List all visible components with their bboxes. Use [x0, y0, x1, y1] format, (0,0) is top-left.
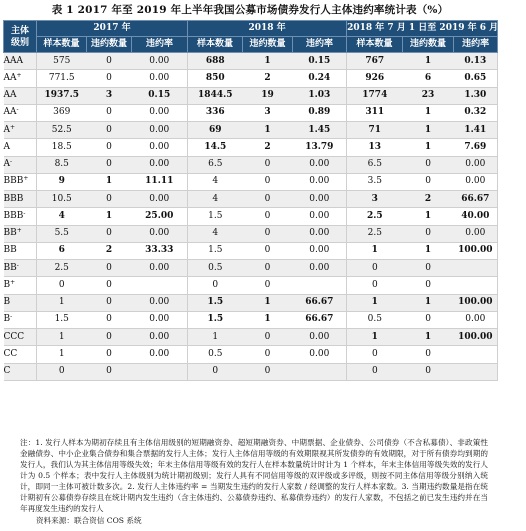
cell-default-count: 23	[403, 87, 454, 104]
table-row	[4, 122, 498, 139]
cell-default-count: 1	[403, 242, 454, 259]
cell-sample-count: 1	[37, 294, 87, 311]
cell-sample-count: 18.5	[37, 139, 87, 156]
cell-default-count: 0	[87, 122, 132, 139]
cell-default-count: 19	[243, 87, 293, 104]
period-header-2018h2-2019h1: 2018 年 7 月 1 日至 2019 年 6 月 30 日	[347, 21, 498, 37]
cell-sample-count: 0	[37, 277, 87, 294]
cell-default-count: 1	[403, 139, 454, 156]
cell-sample-count: 6	[37, 242, 87, 259]
period-header-2018: 2018 年	[188, 21, 347, 37]
cell-sample-count: 52.5	[37, 122, 87, 139]
cell-sample-count: 926	[347, 70, 403, 87]
cell-default-rate: 0.00	[293, 173, 347, 190]
cell-default-rate: 0.00	[293, 329, 347, 346]
rating-modifier: +	[23, 175, 29, 183]
cell-default-count: 0	[243, 277, 293, 294]
cell-default-count: 1	[403, 208, 454, 225]
cell-default-rate: 0.00	[132, 294, 188, 311]
cell-sample-count: 2.5	[347, 225, 403, 242]
cell-default-count: 1	[403, 53, 454, 70]
col-default-count: 违约数量	[403, 37, 454, 53]
cell-default-rate: 0.00	[132, 311, 188, 328]
rating-cell	[4, 329, 37, 346]
cell-default-rate: 0.00	[132, 104, 188, 121]
cell-default-count: 0	[87, 191, 132, 208]
cell-default-count: 2	[87, 242, 132, 259]
stub-line-2: 级别	[10, 37, 29, 48]
rating-cell	[4, 191, 37, 208]
cell-sample-count: 1	[347, 294, 403, 311]
default-rate-table	[3, 20, 526, 381]
cell-sample-count: 8.5	[37, 156, 87, 173]
cell-sample-count: 1937.5	[37, 87, 87, 104]
cell-sample-count: 0.5	[188, 260, 243, 277]
rating-label: BBB	[3, 176, 24, 187]
cell-default-count: 1	[403, 329, 454, 346]
cell-default-rate: 11.11	[132, 173, 188, 190]
table-row	[4, 191, 498, 208]
rating-cell	[4, 363, 37, 380]
cell-default-rate: 0.00	[293, 156, 347, 173]
cell-sample-count: 0	[188, 363, 243, 380]
rating-cell	[4, 53, 37, 70]
rating-cell	[4, 70, 37, 87]
rating-label: B	[3, 279, 11, 290]
rating-label: CCC	[3, 331, 25, 342]
rating-label: A	[3, 141, 10, 152]
cell-default-rate: 0.00	[132, 260, 188, 277]
rating-cell	[4, 156, 37, 173]
cell-sample-count: 1.5	[37, 311, 87, 328]
table-row	[4, 363, 498, 380]
cell-sample-count: 767	[347, 53, 403, 70]
cell-sample-count: 3	[347, 191, 403, 208]
cell-default-rate: 66.67	[293, 294, 347, 311]
cell-default-rate: 1.45	[293, 122, 347, 139]
cell-default-rate: 0.00	[132, 156, 188, 173]
cell-default-count: 0	[403, 173, 454, 190]
cell-default-count: 1	[87, 208, 132, 225]
cell-default-rate: 0.15	[132, 87, 188, 104]
cell-sample-count: 1	[37, 346, 87, 363]
cell-default-rate: 0.65	[454, 70, 498, 87]
cell-default-rate: 66.67	[293, 311, 347, 328]
cell-default-count: 0	[403, 311, 454, 328]
cell-default-count: 1	[403, 122, 454, 139]
cell-sample-count: 3.5	[347, 173, 403, 190]
cell-default-rate: 0.00	[454, 156, 498, 173]
cell-sample-count: 69	[188, 122, 243, 139]
cell-default-count: 2	[403, 191, 454, 208]
data-source: 资料来源：联合资信 COS 系统	[36, 516, 142, 525]
cell-default-count: 0	[87, 346, 132, 363]
rating-label: A	[3, 159, 10, 170]
cell-sample-count: 5.5	[37, 225, 87, 242]
cell-default-count: 0	[87, 139, 132, 156]
cell-sample-count: 771.5	[37, 70, 87, 87]
rating-modifier: -	[10, 158, 13, 166]
cell-default-count: 0	[243, 208, 293, 225]
cell-default-rate: 100.00	[454, 242, 498, 259]
notes-text: 注：1. 发行人样本为期初存续且有主体信用级别的短期融资券、超短期融资券、中期票据、企业债券、公司债券（不含私募债）、非政策性金融债券、中小企业集合债券和集合票据的发行人主体；发行人主体信用等级的有效期限视其所发债券的有效期限，对于所有债券均到期的发行人，我们认为其主体信用等级失效；年末主体信用等级有效的发行人在样本数量统计时计为 1 个样本，年末主体信用等级失效的发行人计为 0.5 个样本；表中发行人主体级别为统计期初级别；发行人具有不同信用等级的双评级或多评级，则按不同主体信用等级分别纳入统计，即同一主体可被计数多次。2. 发行人主体违约率 = 当期发生违约的发行人家数 / 经调整的发行人样本家数。3. 当期违约数量是指在统计期初有公募债券存续且在统计期内发生违约（含主体违约、公募债券违约、私募债券违约）的发行人家数，不包括之前已发生违约并在当年再度发生违约的发行人	[20, 438, 488, 513]
table-row	[4, 277, 498, 294]
cell-default-rate: 0.00	[293, 260, 347, 277]
cell-default-count: 2	[243, 139, 293, 156]
cell-default-count: 0	[243, 173, 293, 190]
table-row	[4, 53, 498, 70]
cell-default-rate: 0.32	[454, 104, 498, 121]
table-row	[4, 87, 498, 104]
cell-default-count: 0	[87, 277, 132, 294]
rating-cell	[4, 173, 37, 190]
cell-default-rate	[454, 346, 498, 363]
cell-default-rate: 7.69	[454, 139, 498, 156]
cell-default-count: 6	[403, 70, 454, 87]
table-row	[4, 242, 498, 259]
rating-modifier: +	[16, 227, 22, 235]
table-body	[4, 53, 498, 381]
cell-sample-count: 1	[37, 329, 87, 346]
cell-default-rate: 0.00	[132, 122, 188, 139]
cell-sample-count: 0.5	[188, 346, 243, 363]
rating-label: A	[3, 124, 10, 135]
rating-cell	[4, 87, 37, 104]
table-row	[4, 225, 498, 242]
cell-default-count: 0	[87, 225, 132, 242]
col-default-rate: 违约率	[132, 37, 188, 53]
cell-sample-count: 688	[188, 53, 243, 70]
rating-label: AA	[3, 72, 17, 83]
rating-modifier: +	[10, 123, 16, 131]
cell-default-rate	[293, 363, 347, 380]
cell-default-rate	[454, 260, 498, 277]
rating-cell	[4, 346, 37, 363]
rating-label: BB	[3, 245, 17, 256]
cell-default-rate: 0.00	[132, 191, 188, 208]
rating-cell	[4, 311, 37, 328]
cell-sample-count: 2.5	[37, 260, 87, 277]
cell-default-rate: 0.00	[132, 53, 188, 70]
cell-sample-count: 71	[347, 122, 403, 139]
cell-sample-count: 0	[188, 277, 243, 294]
cell-default-rate: 0.00	[293, 191, 347, 208]
cell-sample-count: 1774	[347, 87, 403, 104]
table-row	[4, 173, 498, 190]
cell-sample-count: 6.5	[188, 156, 243, 173]
table-row	[4, 346, 498, 363]
cell-default-count: 0	[243, 191, 293, 208]
cell-default-rate	[293, 277, 347, 294]
cell-sample-count: 0	[347, 363, 403, 380]
cell-default-rate: 40.00	[454, 208, 498, 225]
rating-cell	[4, 122, 37, 139]
table-row	[4, 156, 498, 173]
cell-default-count: 1	[87, 173, 132, 190]
table-row	[4, 260, 498, 277]
cell-default-count: 1	[243, 311, 293, 328]
rating-label: BB	[3, 228, 17, 239]
cell-sample-count: 1	[347, 329, 403, 346]
cell-sample-count: 14.5	[188, 139, 243, 156]
cell-sample-count: 0	[347, 346, 403, 363]
cell-default-rate: 0.15	[293, 53, 347, 70]
cell-default-count: 1	[403, 294, 454, 311]
cell-sample-count: 1.5	[188, 294, 243, 311]
cell-default-rate	[132, 277, 188, 294]
cell-default-rate: 33.33	[132, 242, 188, 259]
col-default-count: 违约数量	[87, 37, 132, 53]
cell-sample-count: 13	[347, 139, 403, 156]
cell-default-rate: 0.24	[293, 70, 347, 87]
cell-sample-count: 4	[188, 191, 243, 208]
cell-default-count: 0	[243, 242, 293, 259]
cell-default-count: 0	[403, 363, 454, 380]
cell-default-rate: 0.00	[132, 70, 188, 87]
table-row	[4, 294, 498, 311]
cell-default-rate: 25.00	[132, 208, 188, 225]
rating-cell	[4, 208, 37, 225]
cell-default-rate	[454, 277, 498, 294]
cell-default-rate: 0.00	[454, 311, 498, 328]
col-sample-count: 样本数量	[188, 37, 243, 53]
cell-sample-count: 1.5	[188, 242, 243, 259]
cell-default-count: 1	[243, 294, 293, 311]
cell-default-count: 0	[87, 260, 132, 277]
cell-default-rate: 1.41	[454, 122, 498, 139]
col-default-rate: 违约率	[454, 37, 498, 53]
col-default-rate: 违约率	[293, 37, 347, 53]
table-row	[4, 139, 498, 156]
rating-modifier: +	[10, 278, 16, 286]
cell-default-count: 0	[87, 329, 132, 346]
col-sample-count: 样本数量	[37, 37, 87, 53]
cell-default-rate: 66.67	[454, 191, 498, 208]
cell-default-count: 0	[403, 346, 454, 363]
cell-default-count: 1	[403, 104, 454, 121]
cell-default-rate: 0.00	[132, 346, 188, 363]
cell-default-count: 0	[403, 225, 454, 242]
cell-default-count: 0	[87, 311, 132, 328]
cell-default-rate: 0.13	[454, 53, 498, 70]
rating-modifier: -	[16, 261, 19, 269]
cell-sample-count: 1	[347, 242, 403, 259]
cell-sample-count: 4	[188, 173, 243, 190]
cell-default-rate: 13.79	[293, 139, 347, 156]
cell-default-count: 0	[243, 329, 293, 346]
rating-modifier: +	[16, 71, 22, 79]
table-notes	[20, 437, 488, 514]
rating-modifier: -	[23, 209, 26, 217]
rating-cell	[4, 242, 37, 259]
rating-label: B	[3, 297, 11, 308]
rating-cell	[4, 139, 37, 156]
cell-sample-count: 10.5	[37, 191, 87, 208]
cell-sample-count: 2.5	[347, 208, 403, 225]
cell-default-rate: 0.00	[132, 139, 188, 156]
rating-stub-header	[4, 21, 37, 53]
cell-sample-count: 9	[37, 173, 87, 190]
cell-sample-count: 336	[188, 104, 243, 121]
cell-default-count: 0	[87, 70, 132, 87]
rating-cell	[4, 104, 37, 121]
cell-default-rate: 0.89	[293, 104, 347, 121]
cell-default-count: 0	[243, 156, 293, 173]
rating-cell	[4, 225, 37, 242]
table-row	[4, 70, 498, 87]
cell-default-rate: 0.00	[293, 208, 347, 225]
rating-label: AAA	[3, 55, 23, 66]
rating-label: BBB	[3, 193, 24, 204]
cell-default-count: 0	[403, 156, 454, 173]
cell-default-count: 0	[243, 225, 293, 242]
cell-default-rate: 100.00	[454, 294, 498, 311]
cell-default-count: 0	[87, 294, 132, 311]
rating-modifier: -	[10, 313, 13, 321]
cell-default-count: 0	[243, 260, 293, 277]
cell-sample-count: 0	[347, 277, 403, 294]
cell-default-rate	[132, 363, 188, 380]
rating-cell	[4, 294, 37, 311]
cell-default-count: 0	[87, 156, 132, 173]
col-default-count: 违约数量	[243, 37, 293, 53]
cell-default-count: 2	[243, 70, 293, 87]
cell-default-count: 3	[243, 104, 293, 121]
cell-default-rate: 0.00	[132, 329, 188, 346]
table-title: 表 1 2017 年至 2019 年上半年我国公募市场债券发行人主体违约率统计表（%）	[51, 4, 449, 16]
cell-default-rate: 0.00	[293, 225, 347, 242]
cell-sample-count: 1	[188, 329, 243, 346]
cell-sample-count: 850	[188, 70, 243, 87]
cell-default-rate: 1.03	[293, 87, 347, 104]
cell-default-count: 0	[87, 363, 132, 380]
cell-default-count: 0	[403, 260, 454, 277]
rating-cell	[4, 277, 37, 294]
rating-label: CC	[3, 348, 18, 359]
cell-sample-count: 1844.5	[188, 87, 243, 104]
cell-sample-count: 0.5	[347, 311, 403, 328]
rating-label: B	[3, 314, 11, 325]
cell-default-rate: 0.00	[293, 242, 347, 259]
table-row	[4, 329, 498, 346]
cell-default-count: 1	[243, 53, 293, 70]
cell-default-count: 0	[243, 363, 293, 380]
cell-default-count: 0	[403, 277, 454, 294]
cell-default-rate: 0.00	[454, 225, 498, 242]
cell-sample-count: 1.5	[188, 311, 243, 328]
rating-label: BB	[3, 262, 17, 273]
col-sample-count: 样本数量	[347, 37, 403, 53]
rating-label: AA	[3, 90, 17, 101]
cell-default-rate: 0.00	[132, 225, 188, 242]
cell-default-rate: 0.00	[293, 346, 347, 363]
rating-modifier: -	[16, 106, 19, 114]
table-row	[4, 104, 498, 121]
cell-default-rate	[454, 363, 498, 380]
table-row	[4, 208, 498, 225]
cell-sample-count: 369	[37, 104, 87, 121]
cell-default-rate: 1.30	[454, 87, 498, 104]
rating-cell	[4, 260, 37, 277]
cell-sample-count: 6.5	[347, 156, 403, 173]
cell-sample-count: 575	[37, 53, 87, 70]
cell-sample-count: 311	[347, 104, 403, 121]
cell-sample-count: 0	[347, 260, 403, 277]
cell-default-count: 0	[243, 346, 293, 363]
cell-default-rate: 0.00	[454, 173, 498, 190]
period-header-2017: 2017 年	[37, 21, 188, 37]
rating-label: AA	[3, 107, 17, 118]
cell-default-rate: 100.00	[454, 329, 498, 346]
cell-sample-count: 4	[37, 208, 87, 225]
cell-sample-count: 1.5	[188, 208, 243, 225]
cell-sample-count: 0	[37, 363, 87, 380]
cell-default-count: 0	[87, 104, 132, 121]
cell-default-count: 3	[87, 87, 132, 104]
cell-default-count: 0	[87, 53, 132, 70]
cell-sample-count: 4	[188, 225, 243, 242]
stub-line-1: 主体	[10, 25, 29, 36]
rating-label: BBB	[3, 210, 24, 221]
cell-default-count: 1	[243, 122, 293, 139]
table-row	[4, 311, 498, 328]
rating-label: C	[3, 366, 11, 377]
